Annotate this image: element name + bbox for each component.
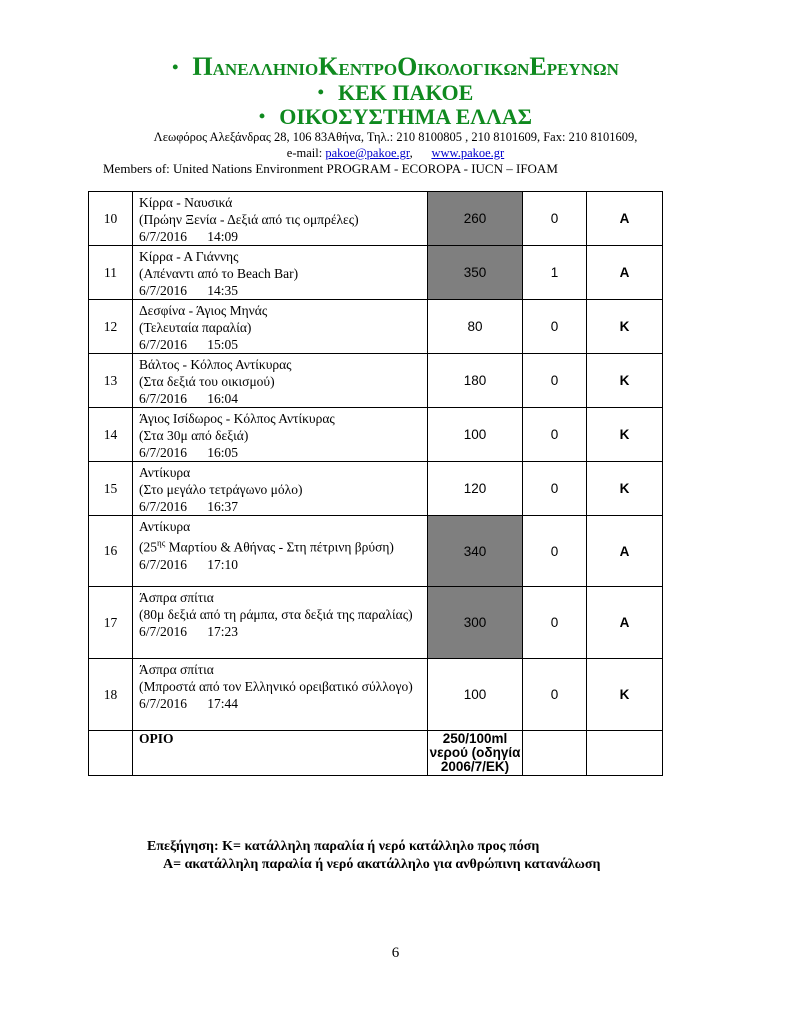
sample-date: 6/7/2016 <box>139 696 188 711</box>
ecoli-value: 260 <box>428 192 523 246</box>
limit-line: νερού (οδηγία <box>429 745 521 760</box>
sample-number: 10 <box>89 192 133 246</box>
ecosystem-heading <box>0 104 791 130</box>
org-word-part: ΑΝΕΛΛΗΝΙΟ <box>212 60 319 79</box>
location-name: Βάλτος - Κόλπος Αντίκυρας <box>139 357 292 372</box>
ecoli-value: 120 <box>428 462 523 516</box>
limit-line: 2006/7/ΕΚ) <box>440 759 510 774</box>
enterococci-value: 0 <box>523 462 587 516</box>
sample-datetime <box>139 498 421 515</box>
sample-time: 14:35 <box>207 283 239 298</box>
limit-value <box>428 731 523 776</box>
sample-number: 13 <box>89 354 133 408</box>
sample-location <box>133 462 428 516</box>
location-note: (Στο μεγάλο τετράγωνο μόλο) <box>139 482 303 497</box>
table-row <box>89 246 663 300</box>
sample-location <box>133 516 428 587</box>
sample-date: 6/7/2016 <box>139 556 188 572</box>
sample-time: 16:37 <box>207 499 239 514</box>
email-label: e-mail: <box>286 146 326 160</box>
result-code: Κ <box>587 300 663 354</box>
location-note: (Τελευταία παραλία) <box>139 320 252 335</box>
table-row <box>89 587 663 659</box>
address-line: Λεωφόρος Αλεξάνδρας 28, 106 83Αθήνα, Τηλ.: 210 8100805 , 210 8101609, Fax: 210 8101609, <box>153 130 638 144</box>
result-code: Α <box>587 587 663 659</box>
sample-location <box>133 587 428 659</box>
sample-date: 6/7/2016 <box>139 337 188 352</box>
location-note: (Στα δεξιά του οικισμού) <box>139 374 275 389</box>
location-note: (80μ δεξιά από τη ράμπα, στα δεξιά της παραλίας) <box>139 607 413 622</box>
result-code: Κ <box>587 354 663 408</box>
sample-location <box>133 192 428 246</box>
bullet-icon: • <box>317 82 324 102</box>
ecoli-value: 100 <box>428 408 523 462</box>
sample-time: 17:44 <box>207 696 239 711</box>
limit-empty-cell <box>523 731 587 776</box>
sample-location <box>133 659 428 731</box>
website-link[interactable]: www.pakoe.gr <box>431 146 505 160</box>
org-name-heading <box>0 52 791 82</box>
location-note: (Πρώην Ξενία - Δεξιά από τις ομπρέλες) <box>139 212 359 227</box>
location-note <box>139 535 421 556</box>
bullet-icon: • <box>172 57 179 77</box>
sample-datetime <box>139 282 421 299</box>
location-name: Κίρρα - Α Γιάννης <box>139 249 239 264</box>
enterococci-value: 0 <box>523 354 587 408</box>
sample-number: 14 <box>89 408 133 462</box>
org-short-name-heading <box>0 80 791 106</box>
enterococci-value: 0 <box>523 300 587 354</box>
location-name: Αντίκυρα <box>139 519 191 534</box>
sample-datetime <box>139 623 421 640</box>
sample-datetime <box>139 444 421 461</box>
sample-date: 6/7/2016 <box>139 445 188 460</box>
table-row <box>89 300 663 354</box>
ecoli-value: 300 <box>428 587 523 659</box>
result-code: Κ <box>587 659 663 731</box>
note-prefix: (25 <box>139 539 157 555</box>
org-initial-o: Ο <box>397 52 418 81</box>
contact-line: e-mail: pakoe@pakoe.gr, www.pakoe.gr <box>286 146 505 160</box>
sample-location <box>133 408 428 462</box>
sample-date: 6/7/2016 <box>139 391 188 406</box>
limit-empty-cell <box>587 731 663 776</box>
org-initial-e: Ε <box>529 52 547 81</box>
table-row <box>89 354 663 408</box>
sample-time: 16:04 <box>207 391 239 406</box>
location-note: (Μπροστά από τον Ελληνικό ορειβατικό σύλλογο) <box>139 679 413 694</box>
location-name: Κίρρα - Ναυσικά <box>139 195 233 210</box>
explanation-line-2: Α= ακατάλληλη παραλία ή νερό ακατάλληλο για ανθρώπινη κατανάλωση <box>163 857 601 872</box>
org-initial-k: Κ <box>318 52 339 81</box>
note-text: Μαρτίου & Αθήνας - Στη πέτρινη βρύση) <box>165 539 394 555</box>
note-superscript: ης <box>157 538 166 548</box>
result-code: Α <box>587 192 663 246</box>
limit-row <box>89 731 663 776</box>
org-word-part: ΕΝΤΡΟ <box>338 60 398 79</box>
org-initial-p: Π <box>192 52 213 81</box>
bullet-icon: • <box>258 106 266 126</box>
enterococci-value: 0 <box>523 192 587 246</box>
sample-time: 14:09 <box>207 229 239 244</box>
enterococci-value: 0 <box>523 408 587 462</box>
sample-time: 17:10 <box>207 556 239 572</box>
sample-date: 6/7/2016 <box>139 499 188 514</box>
ecoli-value: 180 <box>428 354 523 408</box>
sample-datetime <box>139 556 421 573</box>
location-note: (Απέναντι από το Beach Bar) <box>139 266 299 281</box>
result-code: Κ <box>587 462 663 516</box>
enterococci-value: 0 <box>523 659 587 731</box>
sample-date: 6/7/2016 <box>139 229 188 244</box>
org-short-name: ΚΕΚ ΠΑΚΟΕ <box>337 80 474 105</box>
enterococci-value: 1 <box>523 246 587 300</box>
location-name: Δεσφίνα - Άγιος Μηνάς <box>139 303 268 318</box>
ecoli-value: 340 <box>428 516 523 587</box>
limit-label: ΟΡΙΟ <box>133 731 428 776</box>
result-code: Α <box>587 516 663 587</box>
table-row <box>89 192 663 246</box>
sample-datetime <box>139 390 421 407</box>
table-row <box>89 462 663 516</box>
ecosystem-name: ΟΙΚΟΣΥΣΤΗΜΑ ΕΛΛΑΣ <box>279 104 533 129</box>
table-row <box>89 516 663 587</box>
sample-datetime <box>139 228 421 245</box>
location-name: Αντίκυρα <box>139 465 191 480</box>
sample-location <box>133 354 428 408</box>
location-note: (Στα 30μ από δεξιά) <box>139 428 249 443</box>
org-word-part: ΙΚΟΛΟΓΙΚΩΝ <box>417 60 530 79</box>
members-line: Members of: United Nations Environment PROGRAM - ECOROPA - IUCN – IFOAM <box>103 161 558 176</box>
sample-location <box>133 246 428 300</box>
enterococci-value: 0 <box>523 587 587 659</box>
sample-number: 11 <box>89 246 133 300</box>
sample-time: 15:05 <box>207 337 239 352</box>
result-code: Κ <box>587 408 663 462</box>
location-name: Άγιος Ισίδωρος - Κόλπος Αντίκυρας <box>139 411 335 426</box>
sample-number: 15 <box>89 462 133 516</box>
sample-number: 17 <box>89 587 133 659</box>
email-link[interactable]: pakoe@pakoe.gr <box>325 146 410 160</box>
limit-empty-cell <box>89 731 133 776</box>
page-number: 6 <box>391 945 400 961</box>
enterococci-value: 0 <box>523 516 587 587</box>
sample-time: 17:23 <box>207 624 239 639</box>
sample-date: 6/7/2016 <box>139 283 188 298</box>
ecoli-value: 80 <box>428 300 523 354</box>
ecoli-value: 100 <box>428 659 523 731</box>
limit-line: 250/100ml <box>442 731 508 746</box>
ecoli-value: 350 <box>428 246 523 300</box>
location-name: Άσπρα σπίτια <box>139 590 214 605</box>
sample-location <box>133 300 428 354</box>
sample-number: 12 <box>89 300 133 354</box>
results-table <box>88 191 663 776</box>
org-word-part: ΡΕΥΝΩΝ <box>546 60 619 79</box>
explanation-line-1: Επεξήγηση: Κ= κατάλληλη παραλία ή νερό κατάλληλο προς πόση <box>147 839 540 854</box>
sample-time: 16:05 <box>207 445 239 460</box>
sample-number: 18 <box>89 659 133 731</box>
location-name: Άσπρα σπίτια <box>139 662 214 677</box>
sample-date: 6/7/2016 <box>139 624 188 639</box>
table-row <box>89 659 663 731</box>
sample-datetime <box>139 695 421 712</box>
sample-number: 16 <box>89 516 133 587</box>
sample-datetime <box>139 336 421 353</box>
result-code: Α <box>587 246 663 300</box>
table-row <box>89 408 663 462</box>
